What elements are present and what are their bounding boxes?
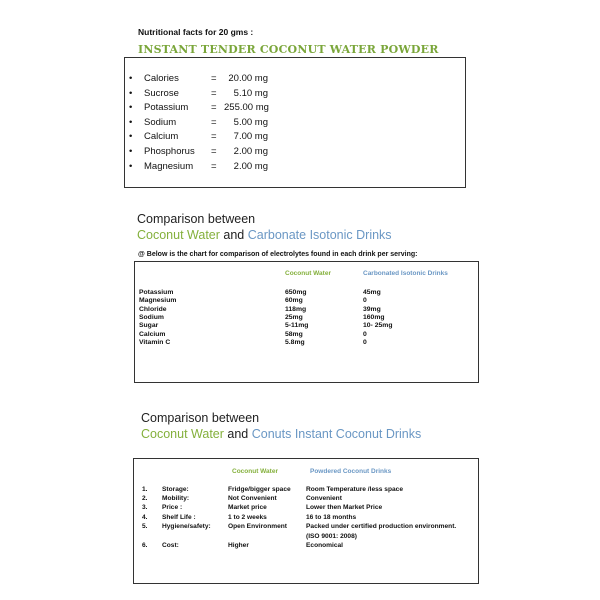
electrolyte-isotonic-value: 0 <box>363 297 367 305</box>
comparison2-and: and <box>227 427 249 441</box>
nutrient-value: 255.00 mg <box>224 102 269 114</box>
storage-powdered-value: 16 to 18 months <box>306 514 357 521</box>
nutrient-bullet: • <box>129 87 133 99</box>
comparison2-heading: Comparison between <box>141 411 260 425</box>
product-title: INSTANT TENDER COCONUT WATER POWDER <box>138 43 439 56</box>
nutrient-equals: = <box>211 160 217 172</box>
electrolyte-name: Vitamin C <box>139 338 171 346</box>
nutrient-bullet: • <box>129 73 133 84</box>
storage-row-label: Shelf Life : <box>162 514 196 521</box>
electrolyte-col-isotonic: Carbonated Isotonic Drinks <box>363 270 448 277</box>
electrolyte-coconut-value: 58mg <box>285 330 303 338</box>
electrolyte-coconut-value: 650mg <box>285 289 307 296</box>
electrolyte-isotonic-value: 160mg <box>363 313 385 321</box>
storage-row-number: 3. <box>142 504 148 511</box>
electrolyte-name: Sodium <box>139 313 164 321</box>
storage-row-label: Price : <box>162 504 183 511</box>
comparison2-item-a: Coconut Water <box>141 427 224 441</box>
nutrient-name: Sucrose <box>144 87 179 99</box>
nutrient-value: 5.10 mg <box>233 87 268 99</box>
electrolyte-coconut-value: 5-11mg <box>285 322 309 330</box>
storage-powdered-value: Economical <box>306 542 344 549</box>
nutrient-bullet: • <box>129 160 133 172</box>
electrolyte-chart-intro: @ Below is the chart for comparison of electrolytes found in each drink per serving: <box>138 251 418 258</box>
electrolyte-coconut-value: 25mg <box>285 313 303 321</box>
storage-powdered-value: Convenient <box>306 495 342 502</box>
comparison2-subheading <box>141 427 421 441</box>
nutrient-name: Potassium <box>144 102 189 114</box>
storage-row-label: Cost: <box>162 542 179 549</box>
nutrient-equals: = <box>211 116 217 128</box>
nutrition-box <box>124 57 466 188</box>
electrolyte-coconut-value: 5.8mg <box>285 338 305 346</box>
nutrient-equals: = <box>211 145 217 157</box>
nutrient-bullet: • <box>129 116 133 128</box>
nutrient-value: 20.00 mg <box>228 73 268 84</box>
electrolyte-name: Calcium <box>139 330 166 338</box>
storage-coconut-value: 1 to 2 weeks <box>228 514 267 521</box>
nutrient-name: Magnesium <box>144 160 194 172</box>
storage-powdered-value: Packed under certified production environment. <box>306 523 457 530</box>
nutrient-bullet: • <box>129 145 133 157</box>
comparison1-heading: Comparison between <box>137 212 256 226</box>
storage-powdered-value: (ISO 9001: 2008) <box>306 533 357 540</box>
nutrient-bullet: • <box>129 131 133 143</box>
nutrition-heading: Nutritional facts for 20 gms : <box>138 27 254 37</box>
electrolyte-isotonic-value: 10- 25mg <box>363 322 393 330</box>
storage-row-number: 2. <box>142 495 148 502</box>
nutrient-name: Calories <box>144 73 179 84</box>
storage-col-coconut-water: Coconut Water <box>232 468 278 475</box>
storage-coconut-value: Higher <box>228 542 249 549</box>
comparison1-and: and <box>223 228 245 242</box>
storage-row-label: Hygiene/safety: <box>162 523 211 530</box>
storage-row-label: Storage: <box>162 486 189 493</box>
storage-powdered-value: Room Temperature /less space <box>306 486 403 493</box>
electrolyte-name: Potassium <box>139 289 174 296</box>
storage-coconut-value: Open Environment <box>228 523 287 530</box>
nutrient-equals: = <box>211 87 217 99</box>
storage-coconut-value: Fridge/bigger space <box>228 486 291 493</box>
storage-row-label: Mobility: <box>162 495 190 502</box>
electrolyte-isotonic-value: 0 <box>363 330 367 338</box>
storage-row-number: 4. <box>142 514 148 521</box>
electrolyte-coconut-value: 60mg <box>285 297 303 305</box>
nutrient-equals: = <box>211 102 217 114</box>
nutrient-value: 2.00 mg <box>233 160 268 172</box>
storage-coconut-value: Market price <box>228 504 267 511</box>
comparison1-subheading <box>137 228 392 242</box>
electrolyte-isotonic-value: 39mg <box>363 305 381 313</box>
comparison1-item-a: Coconut Water <box>137 228 220 242</box>
nutrient-name: Sodium <box>144 116 177 128</box>
storage-coconut-value: Not Convenient <box>228 495 277 502</box>
nutrient-value: 2.00 mg <box>233 145 268 157</box>
nutrient-equals: = <box>211 131 217 143</box>
electrolyte-name: Chloride <box>139 305 167 313</box>
nutrient-value: 5.00 mg <box>233 116 268 128</box>
storage-comparison-table <box>133 458 479 584</box>
comparison1-item-b: Carbonate Isotonic Drinks <box>247 228 392 242</box>
nutrient-bullet: • <box>129 102 133 114</box>
storage-row-number: 1. <box>142 486 148 493</box>
electrolyte-name: Magnesium <box>139 297 177 305</box>
electrolyte-table <box>134 261 479 383</box>
nutrient-value: 7.00 mg <box>233 131 268 143</box>
storage-row-number: 6. <box>142 542 148 549</box>
nutrient-name: Phosphorus <box>144 145 195 157</box>
electrolyte-isotonic-value: 0 <box>363 338 367 346</box>
storage-col-powdered: Powdered Coconut Drinks <box>310 468 392 475</box>
electrolyte-isotonic-value: 45mg <box>363 289 381 296</box>
nutrient-equals: = <box>211 73 217 84</box>
storage-powdered-value: Lower then Market Price <box>306 504 383 511</box>
electrolyte-col-coconut-water: Coconut Water <box>285 270 331 277</box>
nutrient-name: Calcium <box>144 131 179 143</box>
electrolyte-name: Sugar <box>139 322 159 330</box>
storage-row-number: 5. <box>142 523 148 530</box>
comparison2-item-b: Conuts Instant Coconut Drinks <box>251 427 422 441</box>
electrolyte-coconut-value: 118mg <box>285 305 307 313</box>
